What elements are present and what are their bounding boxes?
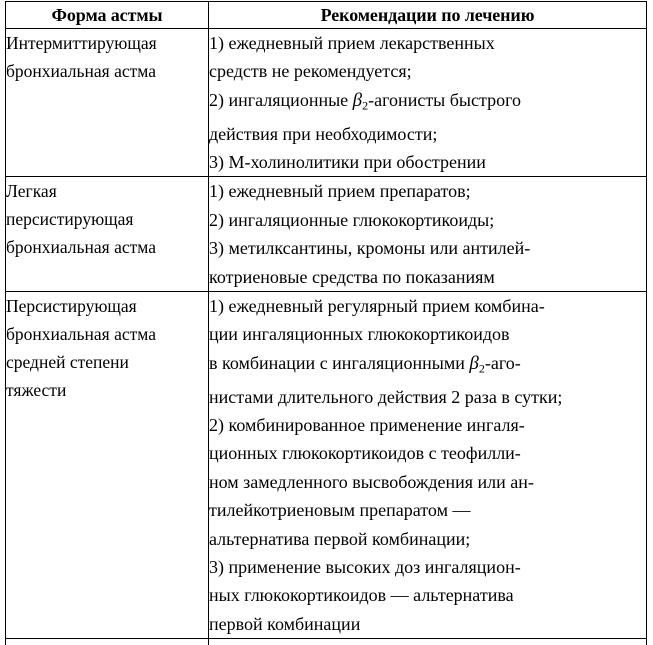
recommendation-line: нистами длительного действия 2 раза в сутки; [209,383,646,411]
recommendation-line-part-a: в комбинации с ингаляционными [209,353,469,373]
recommendation-line: 1) ежедневный прием лекарственных [209,29,646,57]
recommendation-line: 3) М-холинолитики при обострении [209,148,646,176]
cell-recommendations [209,177,647,292]
table-row [6,29,647,177]
cell-recommendations [209,29,647,177]
beta2-symbol: $\beta_2$ [469,353,484,374]
form-line: Персистирующая [6,292,208,320]
recommendation-line-part-b: -аго- [485,353,521,373]
column-header-form: Форма астмы [6,2,209,29]
recommendation-line-part-a: 2) ингаляционные [209,90,353,110]
recommendation-line: 3) применение высоких доз ингаляцион- [209,553,646,581]
recommendation-line: ционных глюкокортикоидов с теофилли- [209,439,646,467]
recommendation-line [209,349,646,383]
cell-asthma-form-cropped [6,639,209,645]
recommendation-line: котриеновые средства по показаниям [209,263,646,291]
table-header [6,2,647,29]
form-line: бронхиальная астма [6,57,208,85]
header-row [6,2,647,29]
table-row [6,177,647,292]
recommendation-line: 1) ежедневный регулярный прием комбина- [209,292,646,320]
form-line: тяжести [6,376,208,404]
recommendation-line: альтернатива первой комбинации; [209,525,646,553]
cell-recommendations [209,292,647,639]
recommendation-line: 2) комбинированное применение ингаля- [209,411,646,439]
beta2-symbol: $\beta_2$ [353,90,368,111]
column-header-recommendations: Рекомендации по лечению [209,2,647,29]
recommendation-line-part-b: -агонисты быстрого [368,90,521,110]
cell-recommendations-cropped [209,639,647,645]
table-row-cropped [6,639,647,645]
form-line: персистирующая [6,205,208,233]
recommendation-line: 2) ингаляционные глюкокортикоиды; [209,206,646,234]
form-line: бронхиальная астма [6,233,208,261]
recommendation-line: первой комбинации [209,610,646,638]
cell-asthma-form [6,177,209,292]
table-row [6,292,647,639]
asthma-treatment-table [5,1,647,645]
table-body [6,29,647,645]
recommendation-line: ных глюкокортикоидов — альтернатива [209,581,646,609]
form-line: бронхиальная астма [6,320,208,348]
recommendation-line: действия при необходимости; [209,120,646,148]
cell-asthma-form [6,29,209,177]
cell-asthma-form [6,292,209,639]
form-line: средней степени [6,348,208,376]
recommendation-line [209,86,646,120]
form-line: Интермиттирующая [6,29,208,57]
form-line: Легкая [6,177,208,205]
recommendation-line: 3) метилксантины, кромоны или антилей- [209,234,646,262]
recommendation-line: ном замедленного высвобождения или ан- [209,468,646,496]
recommendation-line: тилейкотриеновым препаратом — [209,496,646,524]
recommendation-line: ции ингаляционных глюкокортикоидов [209,320,646,348]
recommendation-line: 1) ежедневный прием препаратов; [209,177,646,205]
recommendation-line: средств не рекомендуется; [209,57,646,85]
